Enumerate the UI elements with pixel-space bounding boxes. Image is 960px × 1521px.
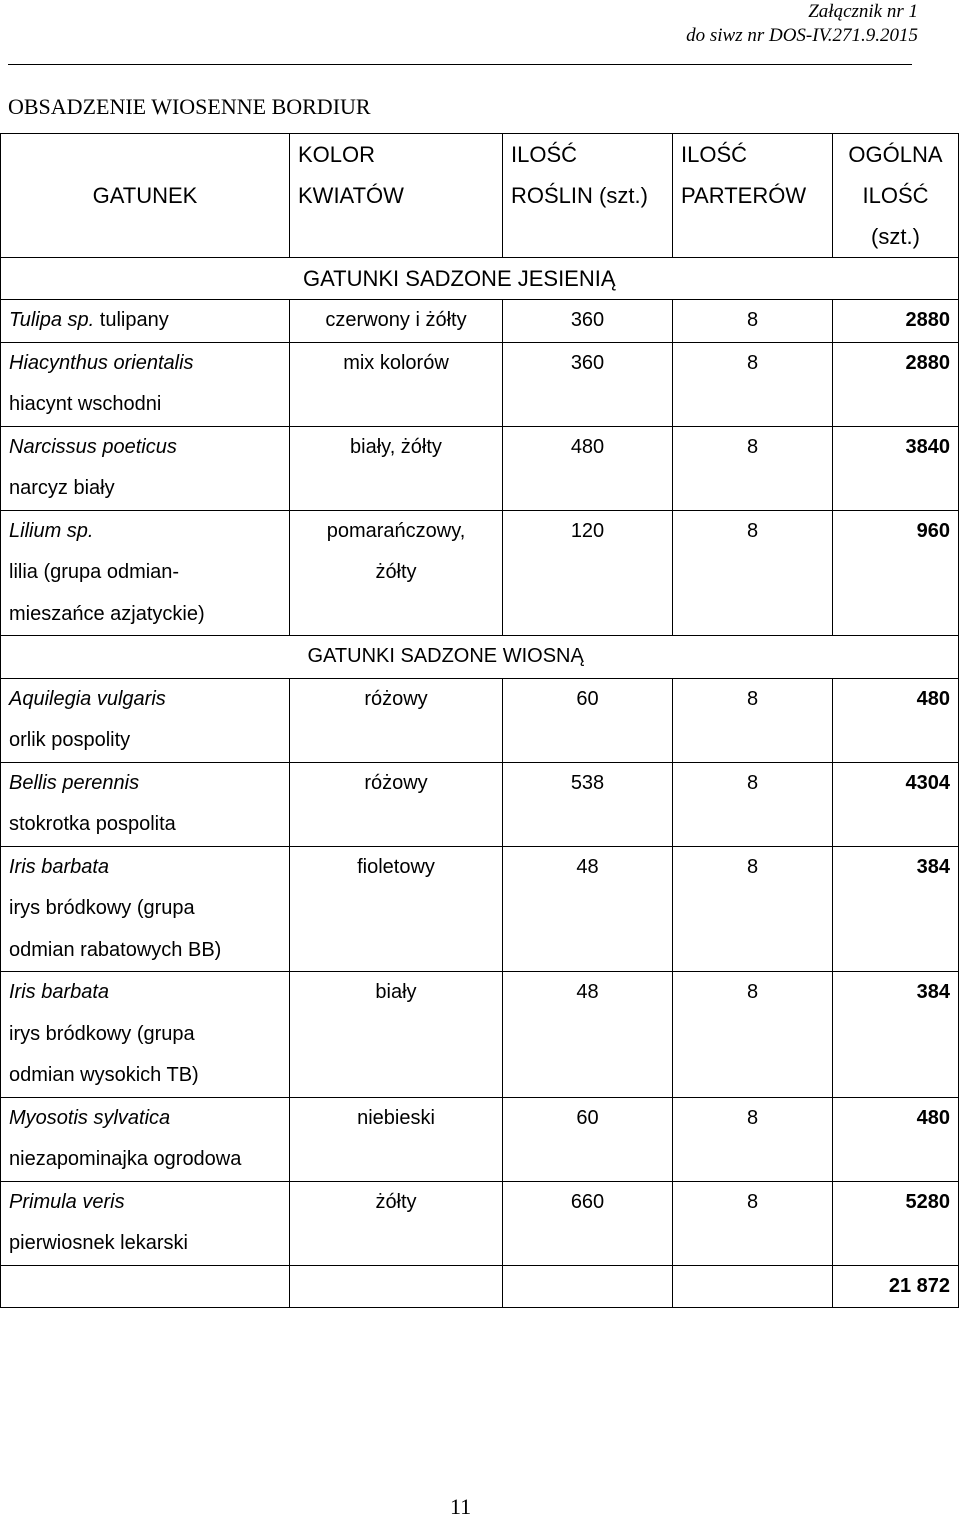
total-cell: 5280: [833, 1181, 959, 1265]
plants-cell: 480: [503, 426, 673, 510]
total-cell: 2880: [833, 342, 959, 426]
page-number: 11: [450, 1494, 472, 1519]
plants-cell: 360: [503, 300, 673, 343]
color-cell: pomarańczowy, żółty: [290, 510, 503, 636]
plants-cell: 48: [503, 972, 673, 1098]
header-ogolna-ilosc: OGÓLNA ILOŚĆ (szt.): [833, 134, 959, 258]
species-cell: Aquilegia vulgaris orlik pospolity: [1, 678, 290, 762]
grand-total-cell: 21 872: [833, 1265, 959, 1308]
header-rule: [8, 64, 912, 65]
parterres-cell: 8: [673, 678, 833, 762]
species-cell: Primula veris pierwiosnek lekarski: [1, 1181, 290, 1265]
table-row: [1, 972, 959, 1098]
plants-cell: 360: [503, 342, 673, 426]
plants-cell: 660: [503, 1181, 673, 1265]
annex-line-2: do siwz nr DOS-IV.271.9.2015: [686, 25, 918, 46]
header-gatunek: GATUNEK: [1, 134, 290, 258]
table-row: [1, 1181, 959, 1265]
species-cell: Tulipa sp. tulipany: [1, 300, 290, 343]
section-autumn-label: GATUNKI SADZONE JESIENIĄ: [1, 258, 959, 300]
planting-table: [0, 133, 959, 1308]
annex-header: [686, 0, 918, 48]
total-cell: 4304: [833, 762, 959, 846]
section-spring-label: GATUNKI SADZONE WIOSNĄ: [290, 636, 959, 679]
parterres-cell: 8: [673, 342, 833, 426]
color-cell: biały, żółty: [290, 426, 503, 510]
plants-cell: 60: [503, 678, 673, 762]
table-header-row: [1, 134, 959, 258]
section-row-autumn: [1, 258, 959, 300]
parterres-cell: 8: [673, 510, 833, 636]
header-ilosc-parterow: ILOŚĆ PARTERÓW: [673, 134, 833, 258]
parterres-cell: 8: [673, 1097, 833, 1181]
color-cell: czerwony i żółty: [290, 300, 503, 343]
table-row: [1, 342, 959, 426]
total-cell: 384: [833, 972, 959, 1098]
parterres-cell: 8: [673, 972, 833, 1098]
species-cell: Iris barbata irys bródkowy (grupa odmian rabatowych BB): [1, 846, 290, 972]
total-cell: 2880: [833, 300, 959, 343]
species-cell: Myosotis sylvatica niezapominajka ogrodowa: [1, 1097, 290, 1181]
color-cell: żółty: [290, 1181, 503, 1265]
header-ilosc-roslin: ILOŚĆ ROŚLIN (szt.): [503, 134, 673, 258]
total-cell: 3840: [833, 426, 959, 510]
table-row: [1, 762, 959, 846]
color-cell: biały: [290, 972, 503, 1098]
table-row: [1, 510, 959, 636]
color-cell: mix kolorów: [290, 342, 503, 426]
total-cell: 480: [833, 1097, 959, 1181]
parterres-cell: 8: [673, 1181, 833, 1265]
color-cell: niebieski: [290, 1097, 503, 1181]
grand-total-row: [1, 1265, 959, 1308]
parterres-cell: 8: [673, 762, 833, 846]
plants-cell: 60: [503, 1097, 673, 1181]
species-cell: Narcissus poeticus narcyz biały: [1, 426, 290, 510]
annex-line-1: Załącznik nr 1: [808, 1, 918, 22]
header-kolor: KOLOR KWIATÓW: [290, 134, 503, 258]
species-cell: Hiacynthus orientalis hiacynt wschodni: [1, 342, 290, 426]
table-row: [1, 426, 959, 510]
plants-cell: 120: [503, 510, 673, 636]
section-row-spring: [1, 636, 959, 679]
color-cell: różowy: [290, 678, 503, 762]
color-cell: różowy: [290, 762, 503, 846]
color-cell: fioletowy: [290, 846, 503, 972]
parterres-cell: 8: [673, 426, 833, 510]
plants-cell: 538: [503, 762, 673, 846]
parterres-cell: 8: [673, 300, 833, 343]
species-cell: Bellis perennis stokrotka pospolita: [1, 762, 290, 846]
plants-cell: 48: [503, 846, 673, 972]
total-cell: 960: [833, 510, 959, 636]
table-row: [1, 1097, 959, 1181]
parterres-cell: 8: [673, 846, 833, 972]
total-cell: 384: [833, 846, 959, 972]
species-cell: Iris barbata irys bródkowy (grupa odmian wysokich TB): [1, 972, 290, 1098]
table-row: [1, 846, 959, 972]
page-title: OBSADZENIE WIOSENNE BORDIUR: [8, 94, 371, 119]
total-cell: 480: [833, 678, 959, 762]
species-cell: Lilium sp. lilia (grupa odmian- mieszańce azjatyckie): [1, 510, 290, 636]
table-row: [1, 678, 959, 762]
table-row: [1, 300, 959, 343]
